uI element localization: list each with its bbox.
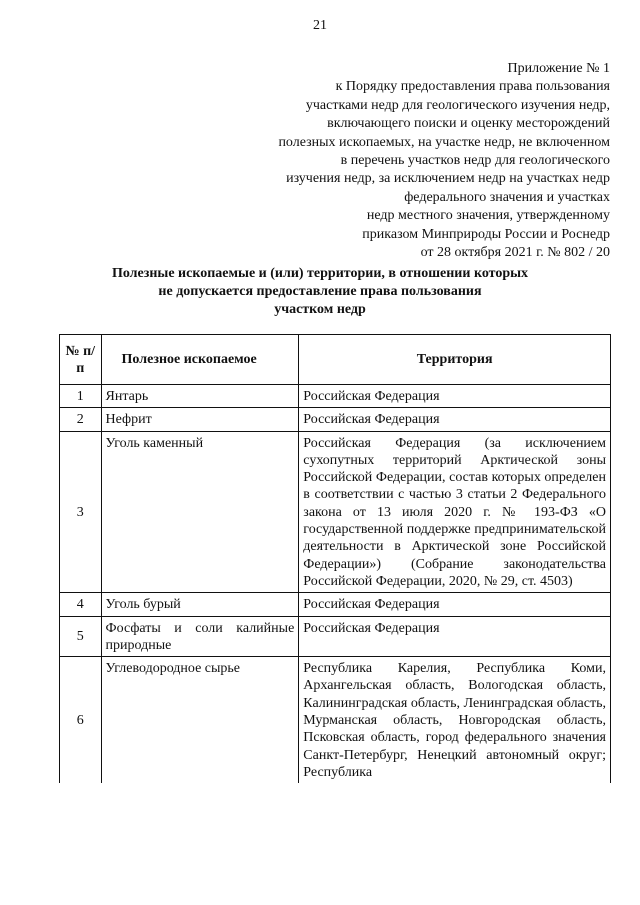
title-line: Полезные ископаемые и (или) территории, в отношении которых (111, 266, 529, 281)
table-row (60, 385, 611, 408)
row-territory: Республика Карелия, Республика Коми, Архангельская область, Вологодская область, Калининградская область, Ленинградская область, Мурманская область, Новгородская область, Псковская область, город федерального значения Санкт-Петербург, Ненецкий автономный округ; Республика (299, 657, 611, 784)
row-mineral: Уголь бурый (101, 593, 299, 616)
appendix-line: включающего поиски и оценку месторождений (327, 116, 610, 132)
appendix-line: в перечень участков недр для геологического (340, 153, 610, 169)
table-row (60, 593, 611, 616)
row-mineral: Фосфаты и соли калийные природные (101, 616, 299, 657)
title-line: участком недр (274, 302, 366, 317)
row-num: 6 (60, 657, 102, 784)
table-row (60, 431, 611, 593)
row-territory: Российская Федерация (299, 616, 611, 657)
appendix-line: участками недр для геологического изучения недр, (305, 97, 610, 113)
title-line: не допускается предоставление права пользования (158, 284, 482, 299)
header-num: № п/п (60, 335, 102, 385)
appendix-line: от 28 октября 2021 г. № 802 / 20 (420, 245, 610, 261)
appendix-line: недр местного значения, утвержденному (366, 208, 610, 224)
header-mineral: Полезное ископаемое (101, 335, 299, 385)
row-mineral: Углеводородное сырье (101, 657, 299, 784)
table-row (60, 408, 611, 431)
appendix-line: изучения недр, за исключением недр на участках недр (286, 171, 610, 187)
row-mineral: Янтарь (101, 385, 299, 408)
table-row (60, 657, 611, 784)
row-mineral: Уголь каменный (101, 431, 299, 593)
appendix-header (230, 60, 610, 262)
table-header-row (60, 335, 611, 385)
appendix-line: Приложение № 1 (507, 61, 610, 76)
row-num: 2 (60, 408, 102, 431)
row-mineral: Нефрит (101, 408, 299, 431)
appendix-line: приказом Минприроды России и Роснедр (362, 226, 610, 242)
appendix-line: федерального значения и участках (404, 189, 610, 205)
row-territory: Российская Федерация (за исключением сухопутных территорий Арктической зоны Российской Федерации, состав которых определен в соответствии с частью 3 статьи 2 Федерального закона от 13 июля 2020 г. № 193-ФЗ «О государственной поддержке предпринимательской деятельности в Арктической зоне Российской Федерации») (Собрание законодательства Российской Федерации, 2020, № 29, ст. 4503) (299, 431, 611, 593)
row-territory: Российская Федерация (299, 385, 611, 408)
row-territory: Российская Федерация (299, 408, 611, 431)
minerals-table (59, 334, 611, 783)
row-num: 4 (60, 593, 102, 616)
row-num: 3 (60, 431, 102, 593)
row-territory: Российская Федерация (299, 593, 611, 616)
page-number: 21 (313, 18, 327, 33)
appendix-line: к Порядку предоставления права пользования (335, 79, 610, 95)
appendix-line: полезных ископаемых, на участке недр, не включенном (278, 134, 610, 150)
row-num: 1 (60, 385, 102, 408)
row-num: 5 (60, 616, 102, 657)
table-row (60, 616, 611, 657)
document-title (0, 265, 640, 319)
header-territory: Территория (299, 335, 611, 385)
